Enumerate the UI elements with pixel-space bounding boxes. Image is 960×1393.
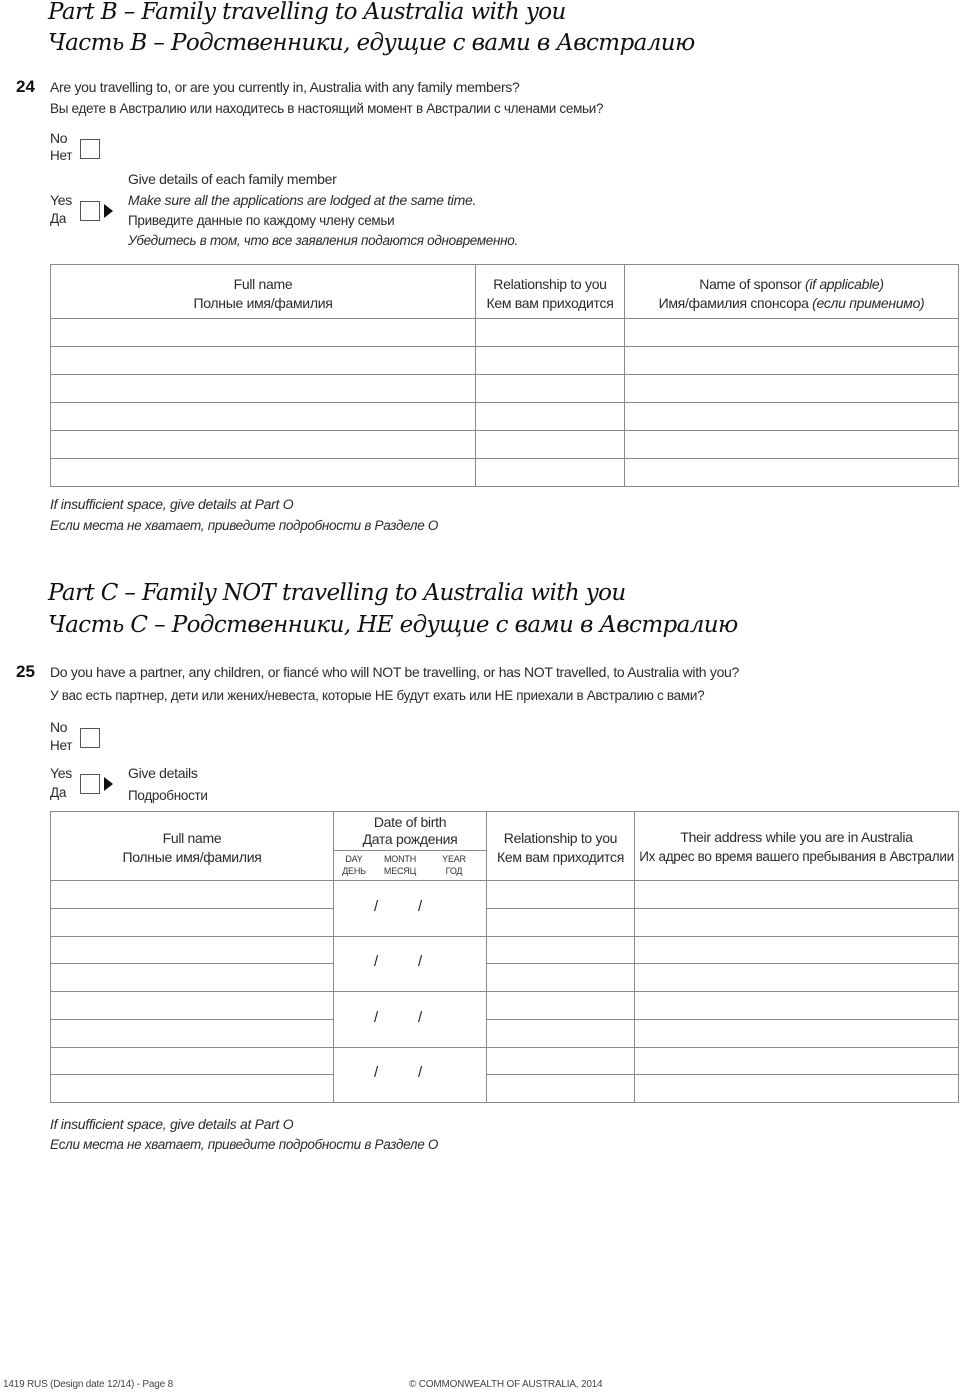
t2-cell-full-name[interactable] [51,1049,333,1102]
row-divider [50,402,959,403]
dob-subheader-divider [334,850,486,851]
t2-header-day [340,853,368,877]
t1-header-sponsor [625,275,958,313]
t1-cell-relationship[interactable] [477,376,624,401]
t2-cell-address[interactable] [636,1049,958,1102]
t2-cell-full-name[interactable] [51,993,333,1046]
t2-cell-dob-year[interactable] [432,1049,482,1102]
t1-header-relationship-en: Relationship to you [493,276,607,292]
t2-cell-relationship[interactable] [488,938,634,991]
t2-header-year-ru: ГОД [445,866,463,876]
question-24-text-en: Are you travelling to, or are you currently in, Australia with any family members? [50,79,520,95]
t1-cell-sponsor[interactable] [626,320,958,345]
t1-cell-sponsor[interactable] [626,404,958,429]
t1-cell-sponsor[interactable] [626,348,958,373]
row-divider [50,991,959,992]
t2-cell-relationship[interactable] [488,1049,634,1102]
question-number-24: 24 [16,77,35,96]
t2-header-day-ru: ДЕНЬ [342,866,366,876]
t1-cell-relationship[interactable] [477,348,624,373]
t2-header-full-name-ru: Полные имя/фамилия [122,849,262,865]
t1-cell-sponsor[interactable] [626,460,958,485]
t1-cell-sponsor[interactable] [626,376,958,401]
t1-header-sponsor-en-note: (if applicable) [804,276,884,292]
q24-instruction-2-en: Make sure all the applications are lodged at the same time. [128,192,477,208]
column-divider [333,811,334,1103]
t1-header-sponsor-ru: Имя/фамилия спонсора [658,295,809,311]
t2-cell-dob-year[interactable] [432,938,482,991]
row-divider [50,374,959,375]
t1-header-full-name-ru: Полные имя/фамилия [193,295,333,311]
q25-instruction-ru: Подробности [128,788,208,803]
t2-header-year [438,853,470,877]
date-separator: / [374,953,379,971]
t2-cell-dob-month[interactable] [388,938,418,991]
t2-header-day-en: DAY [345,854,363,864]
t1-cell-relationship[interactable] [477,404,624,429]
q24-no-checkbox[interactable] [80,139,100,159]
t2-header-dob-en: Date of birth [373,814,447,830]
t2-header-relationship [487,829,634,867]
t1-header-relationship-ru: Кем вам приходится [486,295,614,311]
t2-header-full-name-en: Full name [162,830,222,846]
t1-cell-full-name[interactable] [51,376,475,401]
t1-header-full-name [51,275,475,313]
t2-cell-dob-day[interactable] [340,1049,370,1102]
t2-cell-address[interactable] [636,938,958,991]
date-separator: / [374,1064,379,1082]
q25-yes-label-ru: Да [50,785,67,800]
header-divider [50,318,959,319]
t2-cell-dob-month[interactable] [388,1049,418,1102]
row-divider [50,458,959,459]
t2-header-relationship-ru: Кем вам приходится [497,849,624,865]
t1-cell-relationship[interactable] [477,460,624,485]
question-25-text-en: Do you have a partner, any children, or fiancé who will NOT be travelling, or has NOT travelled, to Australia with you? [50,664,740,680]
t1-cell-full-name[interactable] [51,460,475,485]
t2-header-month-en: MONTH [384,854,416,864]
t2-header-address-ru: Их адрес во время вашего пребывания в Австралии [639,849,954,864]
part-c-note-en: If insufficient space, give details at Part O [50,1116,294,1132]
part-b-note-en: If insufficient space, give details at Part O [50,496,294,512]
t1-cell-full-name[interactable] [51,404,475,429]
t1-cell-relationship[interactable] [477,320,624,345]
part-b-note-ru: Если места не хватает, приведите подробности в Разделе O [50,518,439,533]
q24-instruction-1-en: Give details of each family member [128,171,337,187]
t1-cell-sponsor[interactable] [626,432,958,457]
t2-cell-dob-day[interactable] [340,882,370,935]
footer-copyright: © COMMONWEALTH OF AUSTRALIA, 2014 [409,1379,603,1390]
t2-cell-dob-month[interactable] [388,993,418,1046]
row-divider [50,936,959,937]
row-divider [50,430,959,431]
part-c-title-ru: Часть C – Родственники, НЕ едущие с вами в Австралию [48,612,738,638]
t2-header-address-en: Their address while you are in Australia [680,829,913,845]
part-c-note-ru: Если места не хватает, приведите подробности в Разделе O [50,1137,439,1152]
row-divider [50,1047,959,1048]
part-c-title-en: Part C – Family NOT travelling to Australia with you [48,580,626,606]
t1-header-sponsor-ru-note: (если применимо) [812,295,925,311]
date-separator: / [374,897,379,915]
t1-header-full-name-en: Full name [233,276,293,292]
arrow-right-icon [104,204,113,218]
t2-cell-dob-month[interactable] [388,882,418,935]
q24-yes-label-en: Yes [50,192,72,208]
q25-yes-label-en: Yes [50,765,72,781]
t2-header-relationship-en: Relationship to you [503,830,618,846]
q24-instruction-2-ru: Убедитесь в том, что все заявления подаются одновременно. [128,233,518,248]
q25-no-checkbox[interactable] [80,728,100,748]
question-25-text-ru: У вас есть партнер, дети или жених/невеста, которые НЕ будут ехать или НЕ приехали в Австралию с вами? [50,688,705,703]
t2-header-full-name [51,829,333,867]
t1-cell-full-name[interactable] [51,320,475,345]
t2-header-address [635,828,958,866]
q24-yes-checkbox[interactable] [80,201,100,221]
row-divider [50,346,959,347]
q24-no-label-en: No [50,130,68,146]
q25-instruction-en: Give details [128,765,198,781]
t2-cell-full-name[interactable] [51,938,333,991]
header-divider [50,880,959,881]
q24-no-label-ru: Нет [50,148,73,163]
q24-instruction-1-ru: Приведите данные по каждому члену семьи [128,213,395,228]
t2-cell-address[interactable] [636,993,958,1046]
t2-header-month-ru: МЕСЯЦ [383,866,417,876]
date-separator: / [418,1008,423,1026]
t1-cell-full-name[interactable] [51,348,475,373]
t2-cell-dob-day[interactable] [340,993,370,1046]
t2-cell-dob-year[interactable] [432,882,482,935]
t2-header-year-en: YEAR [442,854,466,864]
t1-cell-full-name[interactable] [51,432,475,457]
q24-yes-label-ru: Да [50,211,67,226]
t2-cell-dob-day[interactable] [340,938,370,991]
t2-cell-address[interactable] [636,882,958,935]
t2-header-dob-ru: Дата рождения [362,831,458,847]
question-number-25: 25 [16,662,35,681]
q25-no-label-ru: Нет [50,738,73,753]
part-b-title-en: Part B – Family travelling to Australia with you [48,0,566,25]
footer-form-id: 1419 RUS (Design date 12/14) - Page 8 [3,1379,173,1390]
t1-header-relationship [476,275,624,313]
date-separator: / [418,953,423,971]
t2-header-month [380,853,420,877]
t2-header-dob [334,814,486,848]
t1-cell-relationship[interactable] [477,432,624,457]
question-24-text-ru: Вы едете в Австралию или находитесь в настоящий момент в Австралии с членами семьи? [50,101,604,116]
date-separator: / [374,1008,379,1026]
t2-cell-relationship[interactable] [488,993,634,1046]
date-separator: / [418,897,423,915]
t2-cell-dob-year[interactable] [432,993,482,1046]
t1-header-sponsor-en: Name of sponsor [699,276,802,292]
t2-cell-relationship[interactable] [488,882,634,935]
part-b-title-ru: Часть B – Родственники, едущие с вами в Австралию [48,30,695,56]
arrow-right-icon [104,777,113,791]
t2-cell-full-name[interactable] [51,882,333,935]
q25-yes-checkbox[interactable] [80,774,100,794]
q25-no-label-en: No [50,719,68,735]
date-separator: / [418,1064,423,1082]
